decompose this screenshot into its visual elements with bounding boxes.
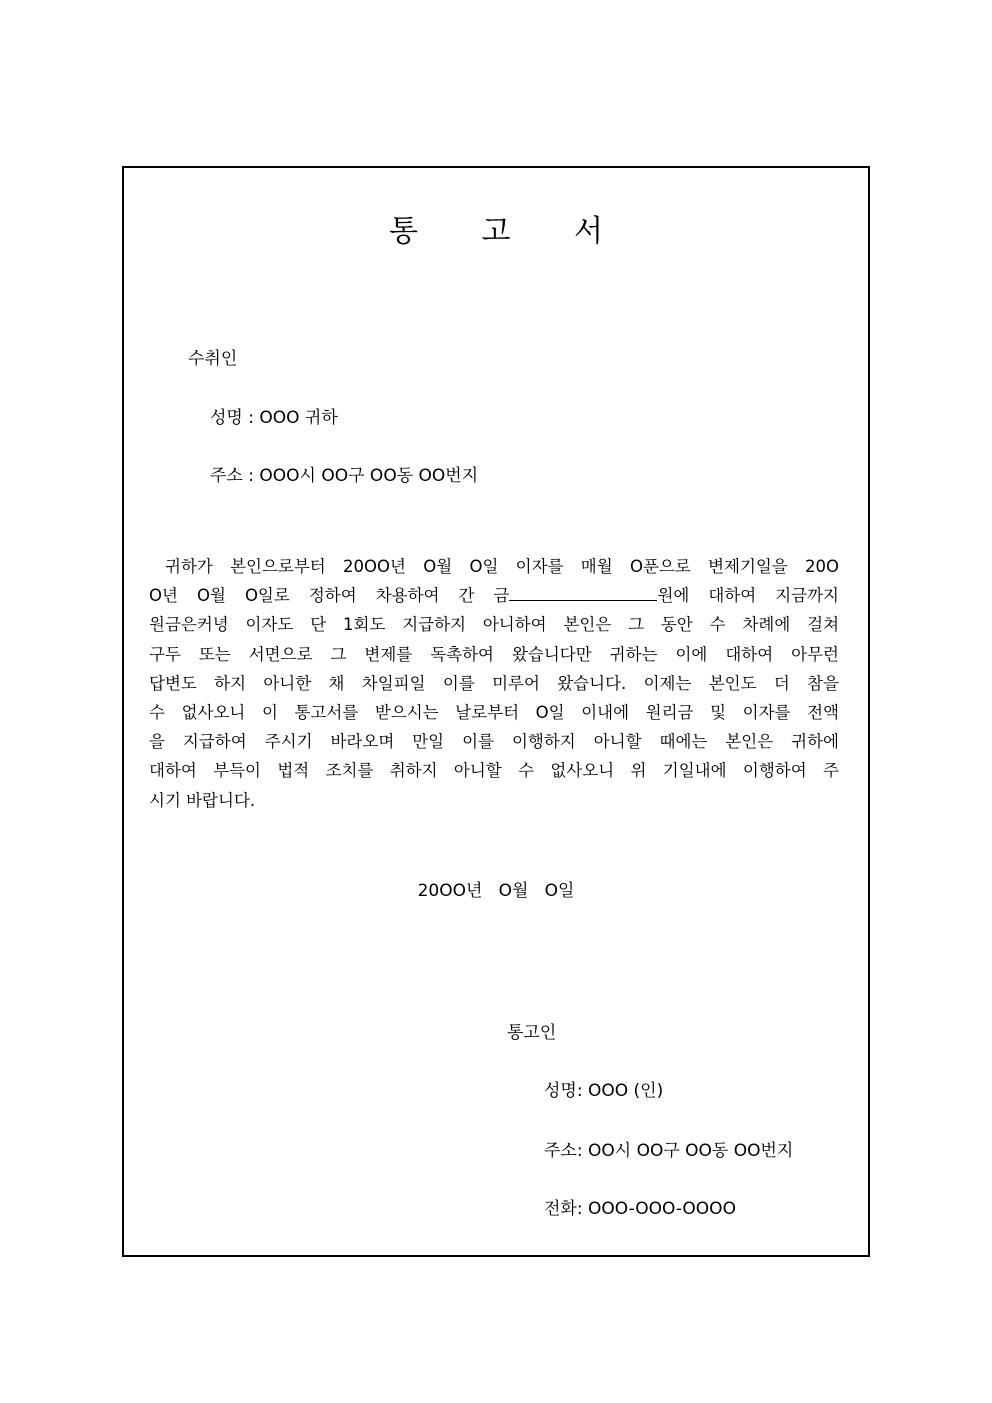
body-line [149, 552, 839, 581]
body-line [149, 640, 839, 669]
body-line [149, 669, 839, 698]
body-line [149, 581, 839, 610]
body-line-text: 답변도 하지 아니한 채 차일피일 이를 미루어 왔습니다. 이제는 본인도 더 참을 [149, 673, 840, 693]
title-char: 고 [481, 214, 511, 249]
document-frame [122, 166, 870, 1257]
body-line [149, 727, 839, 756]
document-title [124, 206, 868, 250]
notice-body [149, 552, 839, 815]
recipient-label: 수취인 [188, 349, 238, 369]
body-line-text: 을 지급하여 주시기 바라오며 만일 이를 이행하지 아니할 때에는 본인은 귀하에 [149, 732, 839, 752]
body-line [149, 610, 839, 639]
body-line-part: O년 O월 O일로 정하여 차용하여 간 금 [149, 586, 510, 606]
title-char: 통 [388, 214, 418, 249]
sender-name: 성명: OOO (인) [544, 1081, 664, 1101]
notice-date: 20OO년 O월 O일 [417, 881, 575, 901]
body-line-text: 귀하가 본인으로부터 20OO년 O월 O일 이자를 매월 O푼으로 변제기일을 20O [165, 557, 840, 576]
body-line-text: 구두 또는 서면으로 그 변제를 독촉하여 왔습니다만 귀하는 이에 대하여 아무런 [149, 644, 839, 664]
body-line [149, 698, 839, 727]
body-line [149, 786, 839, 815]
body-line-text: 시기 바랍니다. [149, 790, 256, 810]
body-line-text: 수 없사오니 이 통고서를 받으시는 날로부터 O일 이내에 원리금 및 이자를 전액 [149, 702, 839, 722]
amount-blank [509, 584, 657, 601]
sender-address: 주소: OO시 OO구 OO동 OO번지 [544, 1141, 794, 1161]
body-line-text: 원금은커녕 이자도 단 1회도 지급하지 아니하여 본인은 그 동안 수 차례에 걸쳐 [149, 615, 840, 635]
recipient-name: 성명 : OOO 귀하 [210, 408, 338, 428]
body-line-part: 원에 대하여 지금까지 [657, 586, 839, 606]
sender-phone: 전화: OOO-OOO-OOOO [544, 1199, 736, 1219]
recipient-address: 주소 : OOO시 OO구 OO동 OO번지 [210, 466, 479, 486]
sender-label: 통고인 [507, 1023, 557, 1043]
body-line-text: 대하여 부득이 법적 조치를 취하지 아니할 수 없사오니 위 기일내에 이행하여 주 [149, 761, 839, 781]
title-char: 서 [574, 214, 604, 249]
body-line-text [149, 581, 839, 610]
body-line [149, 756, 839, 785]
